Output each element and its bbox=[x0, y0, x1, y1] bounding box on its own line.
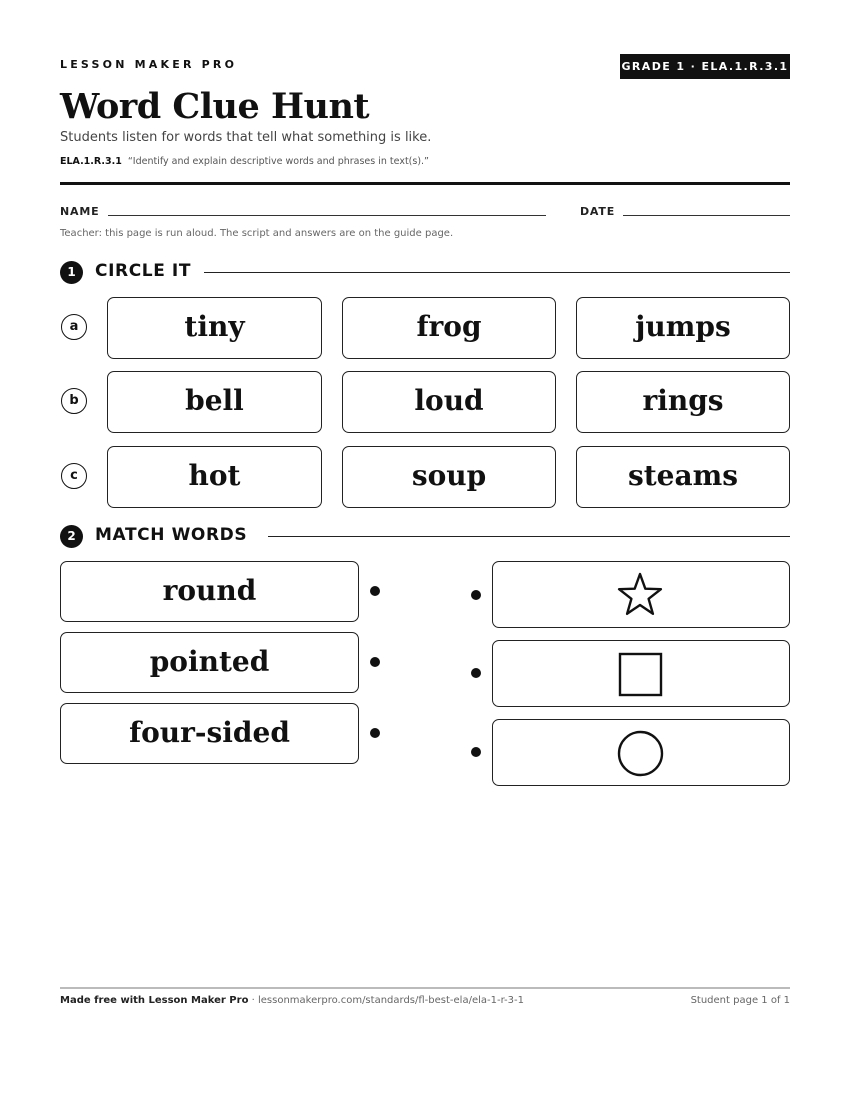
page-title: Word Clue Hunt bbox=[60, 86, 370, 127]
word-box-tiny[interactable]: tiny bbox=[107, 297, 322, 359]
name-label: NAME bbox=[60, 205, 100, 218]
match-dot-right-1[interactable] bbox=[471, 590, 481, 600]
word-box-soup[interactable]: soup bbox=[342, 446, 556, 508]
footer-made-with: Made free with Lesson Maker Pro bbox=[60, 995, 249, 1006]
footer-credit bbox=[60, 995, 524, 1006]
word-box-frog[interactable]: frog bbox=[342, 297, 556, 359]
match-dot-right-3[interactable] bbox=[471, 747, 481, 757]
section-2-rule bbox=[268, 536, 790, 537]
standard-line bbox=[60, 156, 429, 167]
brand-name: LESSON MAKER PRO bbox=[60, 58, 238, 71]
row-b-label: b bbox=[61, 388, 87, 414]
square-icon bbox=[615, 650, 665, 700]
word-box-jumps[interactable]: jumps bbox=[576, 297, 790, 359]
match-dot-left-2[interactable] bbox=[370, 657, 380, 667]
word-box-rings[interactable]: rings bbox=[576, 371, 790, 433]
shape-box-circle bbox=[492, 719, 790, 786]
section-1-number: 1 bbox=[60, 261, 83, 284]
word-box-bell[interactable]: bell bbox=[107, 371, 322, 433]
match-dot-left-1[interactable] bbox=[370, 586, 380, 596]
row-c-label: c bbox=[61, 463, 87, 489]
name-field[interactable] bbox=[108, 215, 546, 216]
row-a-label: a bbox=[61, 314, 87, 340]
standard-code: ELA.1.R.3.1 bbox=[60, 156, 122, 167]
page-subtitle: Students listen for words that tell what something is like. bbox=[60, 130, 432, 145]
section-2-title: MATCH WORDS bbox=[95, 525, 248, 545]
footer-page-number: Student page 1 of 1 bbox=[690, 995, 790, 1006]
match-word-four-sided: four-sided bbox=[60, 703, 359, 764]
match-word-pointed: pointed bbox=[60, 632, 359, 693]
section-1-title: CIRCLE IT bbox=[95, 261, 192, 281]
header-divider bbox=[60, 182, 790, 185]
section-2-number: 2 bbox=[60, 525, 83, 548]
match-word-round: round bbox=[60, 561, 359, 622]
date-field[interactable] bbox=[623, 215, 790, 216]
standard-text: “Identify and explain descriptive words and phrases in text(s).” bbox=[127, 156, 429, 167]
circle-icon bbox=[615, 729, 665, 779]
footer-url[interactable]: · lessonmakerpro.com/standards/fl-best-ela/ela-1-r-3-1 bbox=[248, 995, 524, 1006]
match-dot-left-3[interactable] bbox=[370, 728, 380, 738]
word-box-steams[interactable]: steams bbox=[576, 446, 790, 508]
grade-badge: GRADE 1 · ELA.1.R.3.1 bbox=[620, 54, 790, 79]
shape-box-star bbox=[492, 561, 790, 628]
section-1-rule bbox=[204, 272, 790, 273]
word-box-loud[interactable]: loud bbox=[342, 371, 556, 433]
date-label: DATE bbox=[580, 205, 616, 218]
footer-divider bbox=[60, 987, 790, 989]
match-dot-right-2[interactable] bbox=[471, 668, 481, 678]
shape-box-square bbox=[492, 640, 790, 707]
teacher-note: Teacher: this page is run aloud. The script and answers are on the guide page. bbox=[60, 228, 454, 239]
star-icon bbox=[615, 571, 665, 621]
word-box-hot[interactable]: hot bbox=[107, 446, 322, 508]
